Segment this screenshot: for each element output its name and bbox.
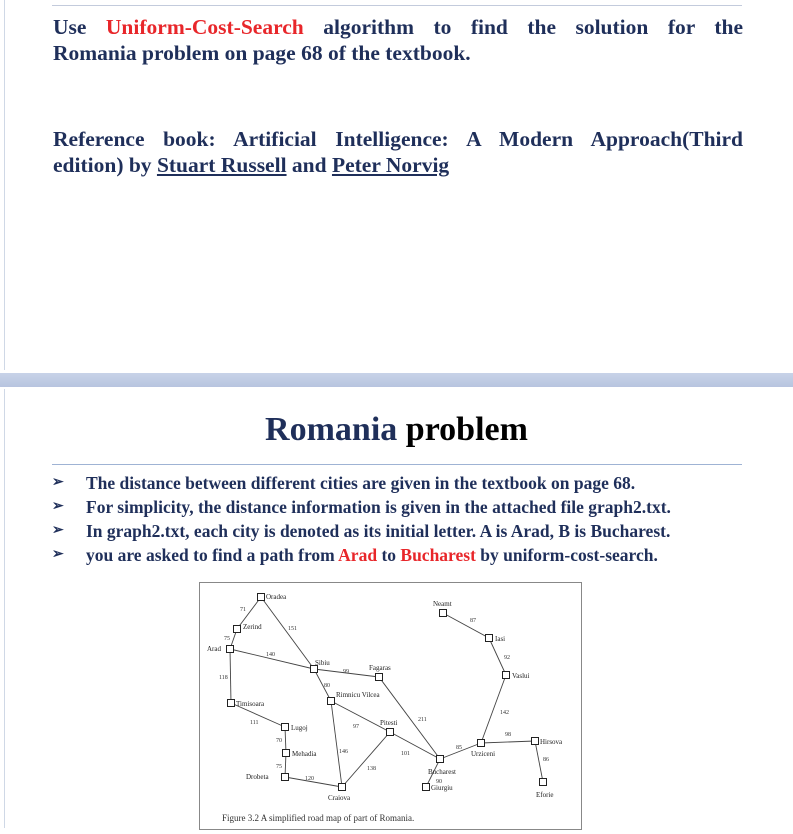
start-city: Arad [338, 545, 378, 565]
distance-label: 142 [500, 710, 509, 716]
city-label-timisoara: Timisoara [236, 700, 265, 708]
map-caption: Figure 3.2 A simplified road map of part of Romania. [222, 813, 415, 823]
algorithm-name: Uniform-Cost-Search [105, 15, 304, 39]
author-norvig-link[interactable]: Peter Norvig [331, 153, 450, 177]
city-label-neamt: Neamt [433, 600, 452, 608]
title-romania: Romania [265, 411, 406, 448]
city-node-iasi [486, 635, 493, 642]
goal-city: Bucharest [400, 545, 476, 565]
distance-label: 97 [353, 724, 359, 730]
city-node-oradea [258, 594, 265, 601]
page-title [0, 409, 793, 451]
city-label-vaslui: Vaslui [512, 672, 530, 680]
arrow-bullet-icon: ➢ [52, 475, 64, 490]
city-node-urziceni [478, 740, 485, 747]
city-label-rimnicu-vilcea: Rimnicu Vilcea [336, 691, 380, 699]
distance-label: 86 [543, 757, 549, 763]
city-node-zerind [234, 626, 241, 633]
distance-label: 98 [505, 732, 511, 738]
title-problem: problem [405, 411, 528, 448]
city-node-lugoj [282, 724, 289, 731]
city-label-fagaras: Fagaras [369, 664, 391, 672]
distance-label: 90 [436, 779, 442, 785]
arrow-bullet-icon: ➢ [52, 547, 64, 562]
city-node-fagaras [376, 674, 383, 681]
city-label-lugoj: Lugoj [291, 724, 308, 732]
distance-label: 85 [456, 745, 462, 751]
distance-label: 111 [250, 720, 259, 726]
distance-label: 71 [240, 607, 246, 613]
city-label-urziceni: Urziceni [471, 750, 496, 758]
city-node-hirsova [532, 738, 539, 745]
bullet-text: In graph2.txt, each city is denoted as its initial letter. A is Arad, B is Bucharest. [86, 521, 671, 541]
author-russell-link[interactable]: Stuart Russell [156, 153, 287, 177]
city-node-timisoara [228, 700, 235, 707]
romania-map [199, 582, 582, 830]
distance-label: 75 [276, 764, 282, 770]
city-node-bucharest [437, 756, 444, 763]
city-node-drobeta [282, 774, 289, 781]
distance-label: 70 [276, 738, 282, 744]
city-node-neamt [440, 610, 447, 617]
city-node-mehadia [283, 750, 290, 757]
city-label-iasi: Iasi [495, 635, 506, 643]
distance-label: 140 [266, 652, 275, 658]
bullet-text: The distance between different cities are given in the textbook on page 68. [86, 473, 636, 493]
city-label-drobeta: Drobeta [246, 773, 269, 781]
bullet-text: For simplicity, the distance information is given in the attached file graph2.txt. [86, 497, 671, 517]
bullet-text: by uniform-cost-search. [475, 545, 658, 565]
city-node-craiova [339, 784, 346, 791]
bullet-item [52, 543, 752, 567]
city-label-oradea: Oradea [266, 593, 287, 601]
city-node-pitesti [387, 729, 394, 736]
distance-label: 211 [418, 717, 427, 723]
city-label-zerind: Zerind [243, 623, 262, 631]
city-node-giurgiu [423, 784, 430, 791]
distance-label: 75 [224, 636, 230, 642]
reference-line1: Reference book: Artificial Intelligence: A Modern Approach(Third [53, 127, 743, 151]
bullet-text: to [377, 545, 401, 565]
bullet-item [52, 519, 752, 543]
bullet-text: you are asked to find a path from [86, 545, 339, 565]
city-label-bucharest: Bucharest [428, 768, 456, 776]
city-node-eforie [540, 779, 547, 786]
distance-label: 120 [305, 776, 314, 782]
task-line2: Romania problem on page 68 of the textbook. [53, 41, 471, 65]
distance-label: 80 [324, 683, 330, 689]
city-label-giurgiu: Giurgiu [431, 784, 453, 792]
city-node-rimnicu-vilcea [328, 698, 335, 705]
city-node-vaslui [503, 672, 510, 679]
city-node-arad [227, 646, 234, 653]
arrow-bullet-icon: ➢ [52, 523, 64, 538]
bullet-list [52, 471, 752, 567]
reference-and: and [286, 153, 332, 177]
distance-label: 101 [401, 751, 410, 757]
task-line1-rest: algorithm to find the solution for the [303, 15, 744, 39]
distance-label: 118 [219, 675, 228, 681]
bullet-item [52, 471, 752, 495]
distance-label: 92 [504, 655, 510, 661]
city-label-mehadia: Mehadia [292, 750, 317, 758]
bullet-item [52, 495, 752, 519]
reference-paragraph [53, 126, 743, 178]
distance-label: 146 [339, 749, 348, 755]
arrow-bullet-icon: ➢ [52, 499, 64, 514]
city-label-sibiu: Sibiu [315, 659, 330, 667]
task-paragraph [53, 14, 743, 66]
city-label-craiova: Craiova [328, 794, 351, 802]
city-label-hirsova: Hirsova [540, 738, 563, 746]
distance-label: 99 [343, 669, 349, 675]
title-rule [52, 464, 742, 465]
distance-label: 87 [470, 618, 476, 624]
romania-map-graph [200, 583, 581, 829]
distance-label: 151 [288, 626, 297, 632]
top-rule [52, 5, 742, 6]
city-label-arad: Arad [207, 645, 221, 653]
city-label-eforie: Eforie [536, 791, 554, 799]
slide-divider [0, 373, 793, 387]
reference-prefix: edition) by [53, 153, 157, 177]
use-word: Use [53, 15, 106, 39]
distance-label: 138 [367, 766, 376, 772]
city-label-pitesti: Pitesti [380, 719, 398, 727]
